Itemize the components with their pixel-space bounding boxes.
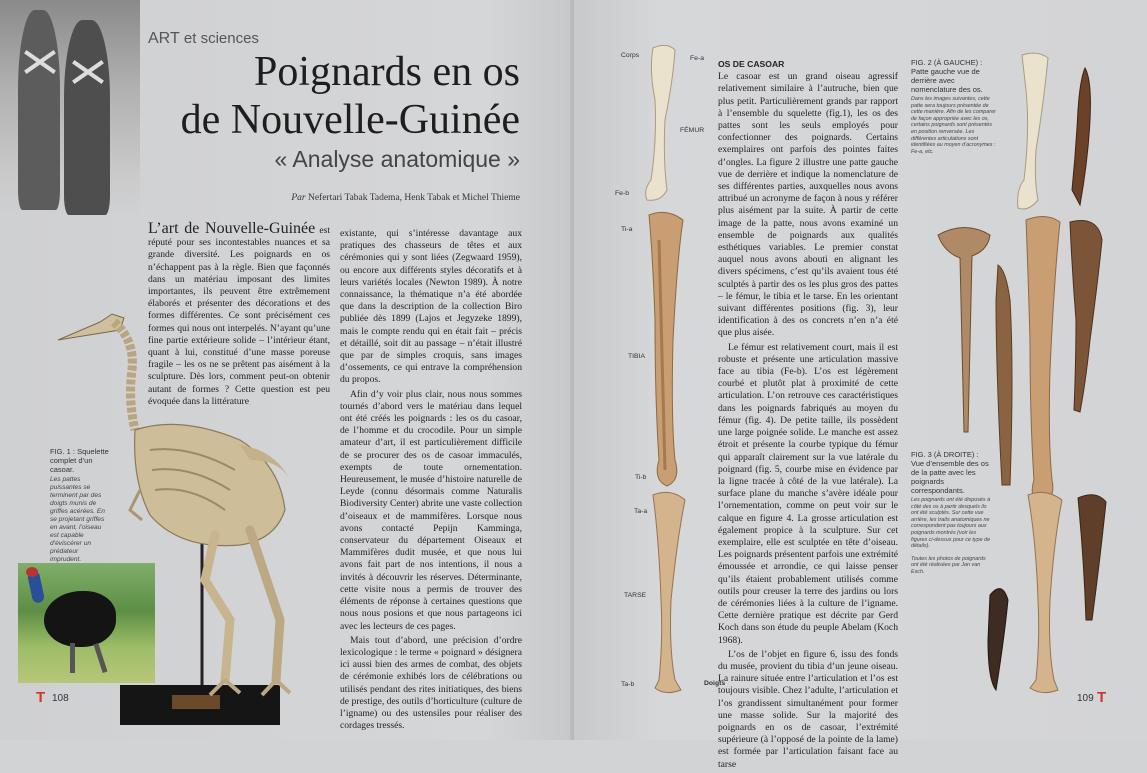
bone-label: Doigts (704, 680, 726, 687)
title-line-1: Poignards en os (254, 49, 520, 95)
t-logo-mark: T (36, 689, 46, 706)
bone-label: Ti-a (621, 226, 633, 233)
article-title (150, 48, 520, 144)
page-number-right: 109 (1077, 693, 1094, 704)
paragraph: Afin d’y voir plus clair, nous nous sommes tournés d’abord vers le matériau dans lequel ont été créés les poignards : les os du casoar, de l’homme et du crocodile. Pour un simple amateur d’art, il est particulièrement difficile de se procurer des os de casoar immaculés, exempts de toute ornementation. Heureusement, le musée d’histoire naturelle de Leyde (connu désormais comme Naturalis Biodiversity Center) abrite une vaste collection d’oiseaux et de mammifères. Lorsque nous avons contacté Pepijn Kamminga, conservateur du département Oiseaux et Mammifères dudit musée, et que nous lui avons fait part de nos intentions, il nous a invités à découvrir les réserves. Déterminante, cette visite nous a permis de trouver des éléments de réponse à certaines questions que nous nous posions et que nous partageons ici avec les lecteurs de ces pages. (340, 388, 522, 632)
paragraph: existante, qui s’intéresse davantage aux pratiques des chasseurs de têtes et aux cérémonies qui y sont liées (Zegwaard 1959), ou encore aux différents styles décoratifs et à leurs variétés locales (Newton 1989). À notre connaissance, la thématique n’a été abordée que dans la description de la collection Biro publiée dès 1899 (Lajos et Jegyzeke 1899), mais le compte rendu qui en était fait – précis et détaillé, soit dit au passage – n’était illustré que par de simples croquis, sans images d’ossements, ce qui entrave la compréhension du propos. (340, 228, 522, 386)
right-column (718, 58, 898, 773)
bone-label: TARSE (624, 592, 647, 599)
paragraph: L’os de l’objet en figure 6, issu des fonds du musée, provient du tibia d’un jeune oiseau. La rainure située entre l’articulation et l’os est toujours visible. Chez l’adulte, l’articulation et l’os grandissent simultanément pour former une masse solide. Sur la majorité des poignards en os de casoar, l’extrémité supérieure (à l’opposé de la pointe de la lame) est formée par l’articulation faisant face au tarse (718, 648, 898, 770)
fig2-caption: FIG. 2 (À GAUCHE) : Patte gauche vue de derrière avec nomenclature des os. Dans les images suivantes, cette patte sera toujours présentée de cette manière. Afin de les comparer de façon appropriée avec les os, certains poignards sont présentés en position renversée. Les différentes articulations sont identifiées au moyen d’acronymes : Fe-a, etc. (911, 58, 996, 155)
bone-label: FÉMUR (680, 127, 705, 134)
paragraph: Mais tout d’abord, une précision d’ordre lexicologique : le terme « poignard » désignera ici aussi bien des armes de combat, des objets de cérémonie exhibés lors de célébrations ou utilisés pendant des rites initiatiques, des biens de prestige, des outils d’horticulture (culture de l’igname) ou des ustensiles pour réaliser des cordages tressés. (340, 634, 522, 732)
bone-label: Ta-b (621, 681, 635, 688)
title-line-2: de Nouvelle-Guinée (180, 97, 520, 143)
byline: Par Nefertari Tabak Tadema, Henk Tabak et Michel Thieme (291, 193, 520, 203)
bone-label: Corps (621, 52, 640, 59)
page-number-left: 108 (52, 693, 69, 704)
cassowary-leg-bones-figure (615, 40, 715, 700)
cassowary-habitat-photo (18, 563, 155, 683)
left-page (0, 0, 572, 740)
article-subtitle: « Analyse anatomique » (274, 146, 520, 172)
tribal-men-photo (0, 0, 140, 215)
fig1-caption: FIG. 1 : Squelette complet d’un casoar. Les pattes puissantes se terminent par des doigts munis de griffes acérées. En se projetant griffes en avant, l’oiseau est capable d’éviscérer un prédateur imprudent. (50, 447, 109, 563)
lead-in: L’art de Nouvelle-Guinée (148, 220, 316, 237)
bone-label: Ta-a (634, 508, 648, 515)
paragraph: Le fémur est relativement court, mais il est robuste et présente une articulation massive face au tibia (Fe-b). L’os est légèrement courbé et plutôt plat à proximité de cette articulation. L’on retrouve ces caractéristiques dans les poignards fabriqués au moyen du fémur (fig. 4). De petite taille, ils possèdent une large poignée solide. Le manche est assez étroit et présente la courbe typique du fémur qui apparaît clairement sur la vue latérale du poignard (fig. 5, courbe mise en évidence par la ligne tracée à côté de la vue latérale). La surface plane du manche s’avère idéale pour l’ornementation, comme on peut voir sur le calque en figure 4. La grosse articulation est également propice à la sculpture. Sur cet exemplaire, elle est sculptée en tête d’oiseau. Les poignards présentent parfois une extrémité émoussée et arrondie, ce qui laisse penser qu’ils étaient probablement utilisés comme outils pour creuser la terre des jardins ou lors de cérémonies liées à la culture de l’igname. Cette dernière pratique est décrite par Gerd Koch dans son étude du peuple Abelam (Koch 1968). (718, 341, 898, 646)
fig3-caption: FIG. 3 (À DROITE) : Vue d’ensemble des os de la patte avec les poignards correspondants. Les poignards ont été disposés à côté des os à partir desquels ils ont été sculptés. Sur cette vue arrière, les traits anatomiques ne correspondent pas toujours aux poignards montrés (voir les figures ci-dessus pour ce type de détails). Toutes les photos de poignards ont été réalisées par Jan van Esch. (911, 450, 991, 575)
bone-label: Fe-a (690, 55, 704, 62)
bone-label: Ti-b (635, 474, 647, 481)
left-column-1: L’art de Nouvelle-Guinée est réputé pour ses incontestables nuances et sa grande diversité. Les poignards en os n’échappent pas à la règle. Bien que façonnés dans un matériau imposant des limites importantes, ils peuvent être extrêmement élaborés et présenter des décorations et des formes différentes. Ce sont précisément ces formes qui nous ont interpelés. N’ayant qu’une fine partie extérieure solide – l’intérieur étant, quant à lui, constitué d’une masse poreuse fragile – les os ne se prêtent pas aisément à la sculpture. Dès lors, comment peut-on obtenir autant de formes ? Cette question est peu évoquée dans la littérature (148, 220, 330, 407)
bone-label: Fe-b (615, 190, 629, 197)
bone-label: TIBIA (628, 353, 645, 360)
t-logo-mark: T (1097, 689, 1107, 706)
section-heading: OS DE CASOAR (718, 59, 785, 69)
bone-daggers-figure (930, 40, 1130, 700)
paragraph: Le casoar est un grand oiseau agressif relativement similaire à l’autruche, bien que plus petit. Particulièrement grands par rapport à l’ensemble du squelette (fig.1), les os des pattes sont les seuls employés pour confectionner des poignards. Certains exemplaires ont parfois des pointes faites d’ongles. La figure 2 illustre une patte gauche vue de derrière et indique la nomenclature de ses différentes parties, auxquelles nous avons attribué un acronyme de façon à nous y référer plus aisément par la suite. À partir de cette image de la patte, nous avons examiné un ensemble de poignards aux qualités esthétiques variables. Le premier constat auquel nous avons abouti en alignant les divers spécimens, c’est qu’ils avaient tous été sculptés à partir des os les plus gros des pattes – le fémur, le tibia et le tarse. En les orientant suivant différentes positions (fig. 3), leur identification à des os concrets n’en n’a été que plus aisée. (718, 71, 898, 339)
section-kicker: ART et sciences (148, 30, 259, 47)
left-column-2 (340, 228, 522, 734)
